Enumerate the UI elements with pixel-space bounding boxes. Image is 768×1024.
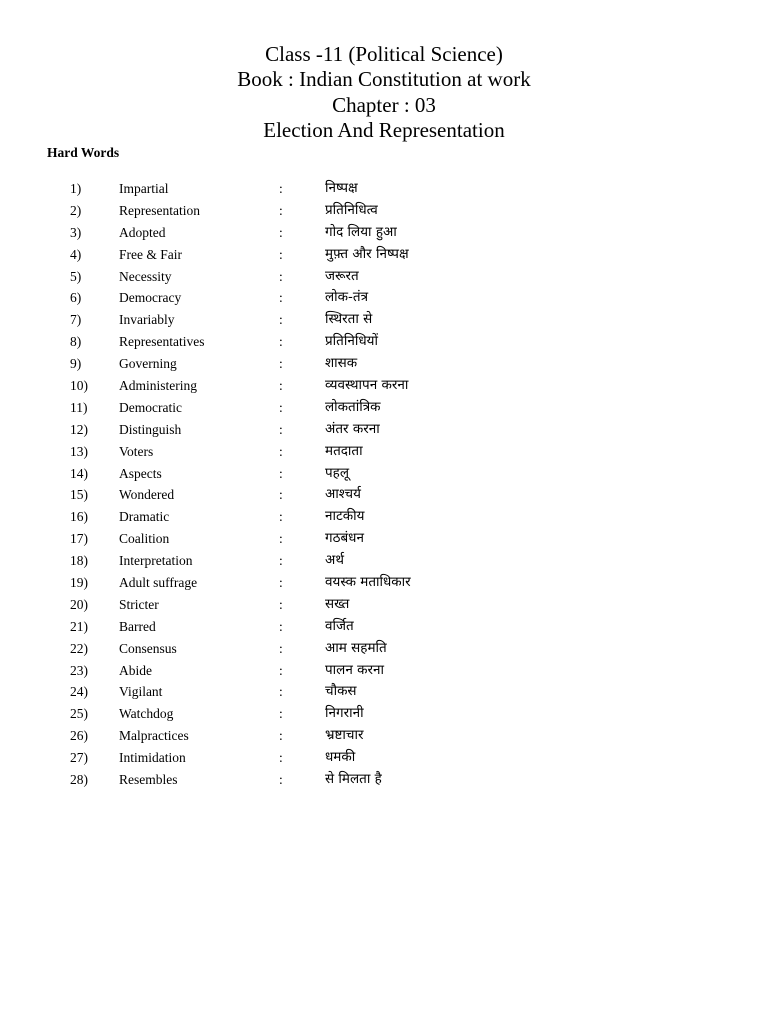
- hindi-translation: लोक-तंत्र: [325, 289, 369, 306]
- list-item: [0, 222, 768, 244]
- separator-colon: :: [279, 224, 283, 240]
- item-number: 8): [70, 334, 82, 350]
- list-item: [0, 594, 768, 616]
- separator-colon: :: [279, 596, 283, 612]
- english-term: Barred: [119, 618, 156, 634]
- hindi-translation: शासक: [325, 355, 358, 372]
- list-item: [0, 660, 768, 682]
- separator-colon: :: [279, 443, 283, 459]
- english-term: Representatives: [119, 334, 205, 350]
- list-item: [0, 463, 768, 485]
- separator-colon: :: [279, 334, 283, 350]
- separator-colon: :: [279, 181, 283, 196]
- english-term: Representation: [119, 202, 200, 218]
- english-term: Watchdog: [119, 706, 174, 722]
- english-term: Voters: [119, 443, 154, 459]
- item-number: 26): [70, 728, 88, 744]
- list-item: [0, 703, 768, 725]
- hindi-translation: जरूरत: [325, 267, 359, 284]
- english-term: Aspects: [119, 465, 162, 481]
- english-term: Necessity: [119, 268, 172, 284]
- list-item: [0, 331, 768, 353]
- hindi-translation: आम सहमति: [325, 639, 387, 656]
- hindi-translation: गोद लिया हुआ: [325, 223, 397, 240]
- section-heading: Hard Words: [47, 145, 120, 160]
- chapter-title: Election And Representation: [263, 117, 505, 142]
- chapter-number: Chapter : 03: [332, 92, 436, 117]
- list-item: [0, 550, 768, 572]
- english-term: Stricter: [119, 596, 159, 612]
- list-item: [0, 616, 768, 638]
- separator-colon: :: [279, 421, 283, 437]
- separator-colon: :: [279, 202, 283, 218]
- item-number: 18): [70, 553, 88, 569]
- list-item: [0, 747, 768, 769]
- english-term: Vigilant: [119, 684, 163, 700]
- list-item: [0, 419, 768, 441]
- item-number: 24): [70, 684, 88, 700]
- english-term: Malpractices: [119, 728, 189, 744]
- separator-colon: :: [279, 531, 283, 547]
- item-number: 19): [70, 575, 88, 591]
- hindi-translation: चौकस: [325, 683, 357, 700]
- list-item: [0, 353, 768, 375]
- separator-colon: :: [279, 290, 283, 306]
- separator-colon: :: [279, 575, 283, 591]
- hindi-translation: स्थिरता से: [325, 311, 373, 328]
- hindi-translation: अंतर करना: [325, 420, 380, 437]
- separator-colon: :: [279, 772, 283, 788]
- english-term: Coalition: [119, 531, 170, 547]
- list-item: [0, 397, 768, 419]
- class-title: Class -11 (Political Science): [265, 42, 503, 66]
- separator-colon: :: [279, 246, 283, 262]
- item-number: 6): [70, 290, 82, 306]
- english-term: Adopted: [119, 224, 166, 240]
- hindi-translation: मतदाता: [325, 442, 363, 459]
- list-item: [0, 244, 768, 266]
- item-number: 27): [70, 750, 88, 766]
- separator-colon: :: [279, 728, 283, 744]
- english-term: Dramatic: [119, 509, 170, 525]
- list-item: [0, 769, 768, 791]
- item-number: 14): [70, 465, 88, 481]
- separator-colon: :: [279, 662, 283, 678]
- english-term: Wondered: [119, 487, 175, 503]
- hindi-translation: पालन करना: [325, 661, 384, 678]
- list-item: [0, 266, 768, 288]
- item-number: 9): [70, 356, 82, 372]
- separator-colon: :: [279, 750, 283, 766]
- hindi-translation: धमकी: [325, 749, 356, 766]
- item-number: 13): [70, 443, 88, 459]
- item-number: 4): [70, 246, 82, 262]
- list-item: [0, 287, 768, 309]
- separator-colon: :: [279, 553, 283, 569]
- list-item: [0, 309, 768, 331]
- separator-colon: :: [279, 312, 283, 328]
- item-number: 25): [70, 706, 88, 722]
- list-item: [0, 200, 768, 222]
- english-term: Interpretation: [119, 553, 193, 569]
- separator-colon: :: [279, 378, 283, 394]
- separator-colon: :: [279, 465, 283, 481]
- book-title: Book : Indian Constitution at work: [237, 67, 531, 92]
- hindi-translation: प्रतिनिधित्व: [325, 201, 378, 218]
- item-number: 21): [70, 618, 88, 634]
- hindi-translation: मुफ़्त और निष्पक्ष: [325, 245, 409, 262]
- separator-colon: :: [279, 684, 283, 700]
- english-term: Consensus: [119, 640, 177, 656]
- separator-colon: :: [279, 356, 283, 372]
- hindi-translation: वयस्क मताधिकार: [325, 574, 411, 591]
- list-item: [0, 506, 768, 528]
- item-number: 1): [70, 181, 82, 196]
- hindi-translation: सख्त: [325, 595, 350, 612]
- item-number: 16): [70, 509, 88, 525]
- list-item: [0, 528, 768, 550]
- english-term: Resembles: [119, 772, 178, 788]
- item-number: 20): [70, 596, 88, 612]
- item-number: 17): [70, 531, 88, 547]
- list-item: [0, 484, 768, 506]
- item-number: 22): [70, 640, 88, 656]
- hard-words-list: [0, 178, 768, 791]
- list-item: [0, 178, 768, 200]
- hindi-translation: नाटकीय: [325, 508, 365, 525]
- list-item: [0, 638, 768, 660]
- hindi-translation: निगरानी: [325, 705, 364, 722]
- item-number: 3): [70, 224, 82, 240]
- item-number: 15): [70, 487, 88, 503]
- english-term: Distinguish: [119, 421, 182, 437]
- hindi-translation: अर्थ: [325, 552, 344, 569]
- item-number: 7): [70, 312, 82, 328]
- english-term: Democracy: [119, 290, 182, 306]
- hindi-translation: प्रतिनिधियों: [325, 333, 378, 350]
- english-term: Democratic: [119, 399, 182, 415]
- document-header: [0, 42, 768, 143]
- english-term: Abide: [119, 662, 152, 678]
- english-term: Governing: [119, 356, 177, 372]
- hindi-translation: भ्रष्टाचार: [325, 727, 364, 744]
- separator-colon: :: [279, 399, 283, 415]
- hindi-translation: गठबंधन: [325, 530, 364, 547]
- item-number: 12): [70, 421, 88, 437]
- english-term: Free & Fair: [119, 246, 182, 262]
- english-term: Administering: [119, 378, 197, 394]
- separator-colon: :: [279, 509, 283, 525]
- separator-colon: :: [279, 706, 283, 722]
- english-term: Invariably: [119, 312, 175, 328]
- list-item: [0, 681, 768, 703]
- english-term: Impartial: [119, 181, 169, 196]
- hindi-translation: वर्जित: [325, 617, 354, 634]
- item-number: 5): [70, 268, 82, 284]
- item-number: 28): [70, 772, 88, 788]
- hindi-translation: से मिलता है: [325, 771, 382, 788]
- hindi-translation: आश्चर्य: [325, 486, 361, 503]
- hindi-translation: लोकतांत्रिक: [325, 398, 381, 415]
- english-term: Intimidation: [119, 750, 186, 766]
- item-number: 11): [70, 399, 88, 415]
- separator-colon: :: [279, 268, 283, 284]
- separator-colon: :: [279, 487, 283, 503]
- list-item: [0, 441, 768, 463]
- hindi-translation: पहलू: [325, 464, 349, 481]
- list-item: [0, 725, 768, 747]
- separator-colon: :: [279, 640, 283, 656]
- item-number: 10): [70, 378, 88, 394]
- list-item: [0, 375, 768, 397]
- item-number: 23): [70, 662, 88, 678]
- english-term: Adult suffrage: [119, 575, 198, 591]
- list-item: [0, 572, 768, 594]
- item-number: 2): [70, 202, 82, 218]
- separator-colon: :: [279, 618, 283, 634]
- hindi-translation: व्यवस्थापन करना: [325, 377, 409, 394]
- hindi-translation: निष्पक्ष: [325, 180, 358, 196]
